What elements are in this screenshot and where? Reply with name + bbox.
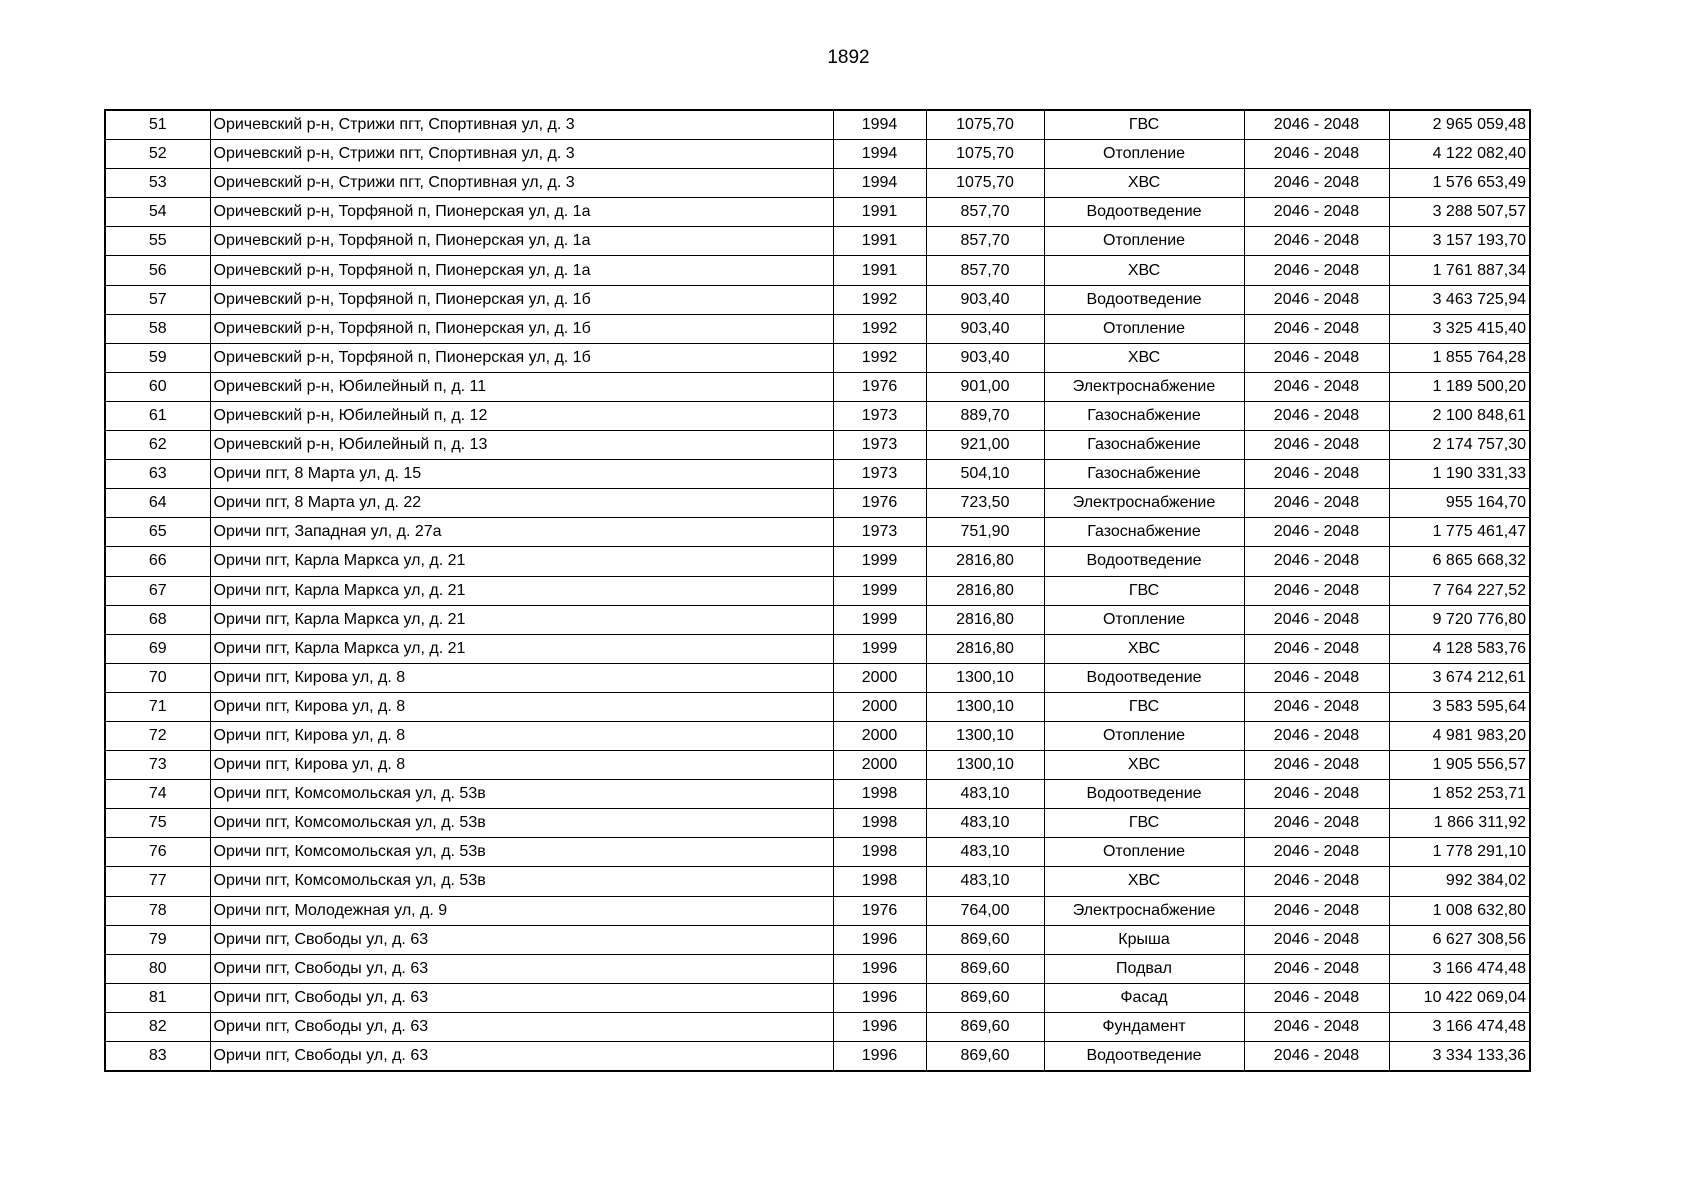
period-cell: 2046 - 2048 (1244, 256, 1389, 285)
build-year-cell: 2000 (833, 721, 926, 750)
cost-cell: 6 627 308,56 (1389, 925, 1530, 954)
cost-cell: 1 189 500,20 (1389, 372, 1530, 401)
work-type-cell: Отопление (1044, 838, 1244, 867)
build-year-cell: 1976 (833, 372, 926, 401)
work-type-cell: Подвал (1044, 954, 1244, 983)
work-type-cell: ХВС (1044, 867, 1244, 896)
table-row (105, 285, 1530, 314)
address-cell: Оричи пгт, Карла Маркса ул, д. 21 (210, 547, 833, 576)
area-cell: 903,40 (926, 314, 1044, 343)
cost-cell: 10 422 069,04 (1389, 983, 1530, 1012)
cost-cell: 3 583 595,64 (1389, 692, 1530, 721)
area-cell: 2816,80 (926, 547, 1044, 576)
address-cell: Оричи пгт, Комсомольская ул, д. 53в (210, 838, 833, 867)
row-number: 72 (105, 721, 210, 750)
address-cell: Оричевский р-н, Торфяной п, Пионерская ул, д. 1б (210, 285, 833, 314)
address-cell: Оричи пгт, Свободы ул, д. 63 (210, 1012, 833, 1041)
build-year-cell: 1992 (833, 285, 926, 314)
period-cell: 2046 - 2048 (1244, 634, 1389, 663)
table-row (105, 954, 1530, 983)
period-cell: 2046 - 2048 (1244, 110, 1389, 140)
cost-cell: 1 775 461,47 (1389, 518, 1530, 547)
build-year-cell: 1976 (833, 489, 926, 518)
row-number: 73 (105, 751, 210, 780)
period-cell: 2046 - 2048 (1244, 1012, 1389, 1041)
table-row (105, 634, 1530, 663)
address-cell: Оричевский р-н, Стрижи пгт, Спортивная ул, д. 3 (210, 169, 833, 198)
table-row (105, 547, 1530, 576)
row-number: 66 (105, 547, 210, 576)
row-number: 57 (105, 285, 210, 314)
build-year-cell: 1973 (833, 518, 926, 547)
area-cell: 869,60 (926, 925, 1044, 954)
period-cell: 2046 - 2048 (1244, 838, 1389, 867)
work-type-cell: Электроснабжение (1044, 372, 1244, 401)
work-type-cell: Водоотведение (1044, 547, 1244, 576)
table-row (105, 489, 1530, 518)
row-number: 70 (105, 663, 210, 692)
work-type-cell: Отопление (1044, 721, 1244, 750)
row-number: 56 (105, 256, 210, 285)
address-cell: Оричи пгт, Карла Маркса ул, д. 21 (210, 576, 833, 605)
row-number: 83 (105, 1042, 210, 1072)
period-cell: 2046 - 2048 (1244, 227, 1389, 256)
area-cell: 857,70 (926, 198, 1044, 227)
build-year-cell: 1996 (833, 954, 926, 983)
table-row (105, 692, 1530, 721)
row-number: 63 (105, 460, 210, 489)
period-cell: 2046 - 2048 (1244, 401, 1389, 430)
address-cell: Оричи пгт, Свободы ул, д. 63 (210, 954, 833, 983)
build-year-cell: 1991 (833, 198, 926, 227)
table-body (105, 110, 1530, 1071)
work-type-cell: Крыша (1044, 925, 1244, 954)
row-number: 69 (105, 634, 210, 663)
work-type-cell: Водоотведение (1044, 1042, 1244, 1072)
period-cell: 2046 - 2048 (1244, 547, 1389, 576)
area-cell: 889,70 (926, 401, 1044, 430)
work-type-cell: Водоотведение (1044, 663, 1244, 692)
table-row (105, 169, 1530, 198)
area-cell: 1075,70 (926, 110, 1044, 140)
period-cell: 2046 - 2048 (1244, 140, 1389, 169)
area-cell: 903,40 (926, 285, 1044, 314)
area-cell: 1075,70 (926, 140, 1044, 169)
build-year-cell: 1998 (833, 867, 926, 896)
address-cell: Оричи пгт, Кирова ул, д. 8 (210, 721, 833, 750)
table-row (105, 780, 1530, 809)
table-row (105, 518, 1530, 547)
address-cell: Оричевский р-н, Юбилейный п, д. 12 (210, 401, 833, 430)
build-year-cell: 1992 (833, 343, 926, 372)
table-row (105, 140, 1530, 169)
cost-cell: 1 190 331,33 (1389, 460, 1530, 489)
cost-cell: 3 157 193,70 (1389, 227, 1530, 256)
period-cell: 2046 - 2048 (1244, 314, 1389, 343)
table-row (105, 721, 1530, 750)
build-year-cell: 1999 (833, 634, 926, 663)
table-row (105, 925, 1530, 954)
work-type-cell: Газоснабжение (1044, 401, 1244, 430)
work-type-cell: Газоснабжение (1044, 518, 1244, 547)
build-year-cell: 2000 (833, 663, 926, 692)
row-number: 78 (105, 896, 210, 925)
area-cell: 2816,80 (926, 634, 1044, 663)
area-cell: 483,10 (926, 809, 1044, 838)
period-cell: 2046 - 2048 (1244, 1042, 1389, 1072)
area-cell: 921,00 (926, 431, 1044, 460)
page-number: 1892 (827, 47, 870, 68)
address-cell: Оричи пгт, Карла Маркса ул, д. 21 (210, 605, 833, 634)
build-year-cell: 2000 (833, 692, 926, 721)
period-cell: 2046 - 2048 (1244, 751, 1389, 780)
period-cell: 2046 - 2048 (1244, 343, 1389, 372)
address-cell: Оричевский р-н, Торфяной п, Пионерская ул, д. 1б (210, 314, 833, 343)
area-cell: 857,70 (926, 256, 1044, 285)
row-number: 67 (105, 576, 210, 605)
address-cell: Оричевский р-н, Стрижи пгт, Спортивная ул, д. 3 (210, 140, 833, 169)
table-row (105, 227, 1530, 256)
row-number: 80 (105, 954, 210, 983)
row-number: 79 (105, 925, 210, 954)
work-type-cell: Отопление (1044, 605, 1244, 634)
work-type-cell: ХВС (1044, 169, 1244, 198)
cost-cell: 6 865 668,32 (1389, 547, 1530, 576)
cost-cell: 3 166 474,48 (1389, 1012, 1530, 1041)
table-row (105, 431, 1530, 460)
cost-cell: 1 008 632,80 (1389, 896, 1530, 925)
build-year-cell: 1994 (833, 169, 926, 198)
row-number: 62 (105, 431, 210, 460)
row-number: 81 (105, 983, 210, 1012)
address-cell: Оричи пгт, Комсомольская ул, д. 53в (210, 809, 833, 838)
cost-cell: 4 128 583,76 (1389, 634, 1530, 663)
area-cell: 869,60 (926, 954, 1044, 983)
area-cell: 1075,70 (926, 169, 1044, 198)
area-cell: 869,60 (926, 1042, 1044, 1072)
address-cell: Оричи пгт, Свободы ул, д. 63 (210, 925, 833, 954)
work-type-cell: Водоотведение (1044, 285, 1244, 314)
area-cell: 1300,10 (926, 721, 1044, 750)
cost-cell: 1 905 556,57 (1389, 751, 1530, 780)
period-cell: 2046 - 2048 (1244, 983, 1389, 1012)
row-number: 82 (105, 1012, 210, 1041)
period-cell: 2046 - 2048 (1244, 285, 1389, 314)
cost-cell: 3 325 415,40 (1389, 314, 1530, 343)
period-cell: 2046 - 2048 (1244, 605, 1389, 634)
address-cell: Оричи пгт, Свободы ул, д. 63 (210, 983, 833, 1012)
row-number: 64 (105, 489, 210, 518)
cost-cell: 2 965 059,48 (1389, 110, 1530, 140)
cost-cell: 992 384,02 (1389, 867, 1530, 896)
work-type-cell: ХВС (1044, 343, 1244, 372)
cost-cell: 1 866 311,92 (1389, 809, 1530, 838)
area-cell: 1300,10 (926, 692, 1044, 721)
cost-cell: 1 852 253,71 (1389, 780, 1530, 809)
work-type-cell: Электроснабжение (1044, 896, 1244, 925)
housing-registry-table (104, 109, 1531, 1072)
cost-cell: 4 122 082,40 (1389, 140, 1530, 169)
work-type-cell: Отопление (1044, 140, 1244, 169)
area-cell: 1300,10 (926, 751, 1044, 780)
period-cell: 2046 - 2048 (1244, 809, 1389, 838)
row-number: 54 (105, 198, 210, 227)
build-year-cell: 1999 (833, 605, 926, 634)
table-row (105, 576, 1530, 605)
period-cell: 2046 - 2048 (1244, 954, 1389, 983)
cost-cell: 7 764 227,52 (1389, 576, 1530, 605)
table-row (105, 867, 1530, 896)
cost-cell: 3 166 474,48 (1389, 954, 1530, 983)
row-number: 52 (105, 140, 210, 169)
area-cell: 751,90 (926, 518, 1044, 547)
cost-cell: 3 674 212,61 (1389, 663, 1530, 692)
work-type-cell: Отопление (1044, 314, 1244, 343)
address-cell: Оричи пгт, Кирова ул, д. 8 (210, 663, 833, 692)
area-cell: 483,10 (926, 867, 1044, 896)
build-year-cell: 1998 (833, 809, 926, 838)
table-row (105, 809, 1530, 838)
cost-cell: 2 174 757,30 (1389, 431, 1530, 460)
area-cell: 901,00 (926, 372, 1044, 401)
address-cell: Оричевский р-н, Торфяной п, Пионерская ул, д. 1а (210, 198, 833, 227)
area-cell: 857,70 (926, 227, 1044, 256)
table-row (105, 983, 1530, 1012)
address-cell: Оричевский р-н, Торфяной п, Пионерская ул, д. 1а (210, 256, 833, 285)
row-number: 61 (105, 401, 210, 430)
cost-cell: 3 288 507,57 (1389, 198, 1530, 227)
row-number: 60 (105, 372, 210, 401)
build-year-cell: 1996 (833, 925, 926, 954)
build-year-cell: 1994 (833, 140, 926, 169)
table-row (105, 838, 1530, 867)
address-cell: Оричевский р-н, Юбилейный п, д. 13 (210, 431, 833, 460)
work-type-cell: ГВС (1044, 692, 1244, 721)
build-year-cell: 1973 (833, 460, 926, 489)
period-cell: 2046 - 2048 (1244, 780, 1389, 809)
work-type-cell: ГВС (1044, 809, 1244, 838)
work-type-cell: ХВС (1044, 751, 1244, 780)
cost-cell: 1 761 887,34 (1389, 256, 1530, 285)
table-row (105, 314, 1530, 343)
build-year-cell: 1999 (833, 547, 926, 576)
address-cell: Оричи пгт, Комсомольская ул, д. 53в (210, 780, 833, 809)
area-cell: 869,60 (926, 1012, 1044, 1041)
row-number: 68 (105, 605, 210, 634)
address-cell: Оричи пгт, Кирова ул, д. 8 (210, 692, 833, 721)
work-type-cell: Газоснабжение (1044, 460, 1244, 489)
row-number: 51 (105, 110, 210, 140)
build-year-cell: 1992 (833, 314, 926, 343)
cost-cell: 4 981 983,20 (1389, 721, 1530, 750)
period-cell: 2046 - 2048 (1244, 431, 1389, 460)
build-year-cell: 1996 (833, 983, 926, 1012)
row-number: 65 (105, 518, 210, 547)
cost-cell: 3 463 725,94 (1389, 285, 1530, 314)
row-number: 58 (105, 314, 210, 343)
row-number: 53 (105, 169, 210, 198)
address-cell: Оричи пгт, Свободы ул, д. 63 (210, 1042, 833, 1072)
work-type-cell: Электроснабжение (1044, 489, 1244, 518)
build-year-cell: 1973 (833, 431, 926, 460)
work-type-cell: ГВС (1044, 576, 1244, 605)
period-cell: 2046 - 2048 (1244, 925, 1389, 954)
address-cell: Оричи пгт, Молодежная ул, д. 9 (210, 896, 833, 925)
address-cell: Оричи пгт, Западная ул, д. 27а (210, 518, 833, 547)
cost-cell: 3 334 133,36 (1389, 1042, 1530, 1072)
period-cell: 2046 - 2048 (1244, 518, 1389, 547)
area-cell: 764,00 (926, 896, 1044, 925)
row-number: 55 (105, 227, 210, 256)
row-number: 76 (105, 838, 210, 867)
area-cell: 903,40 (926, 343, 1044, 372)
work-type-cell: Фасад (1044, 983, 1244, 1012)
build-year-cell: 1994 (833, 110, 926, 140)
cost-cell: 955 164,70 (1389, 489, 1530, 518)
period-cell: 2046 - 2048 (1244, 721, 1389, 750)
work-type-cell: Газоснабжение (1044, 431, 1244, 460)
cost-cell: 1 576 653,49 (1389, 169, 1530, 198)
build-year-cell: 2000 (833, 751, 926, 780)
work-type-cell: ХВС (1044, 256, 1244, 285)
build-year-cell: 1991 (833, 227, 926, 256)
table-row (105, 198, 1530, 227)
period-cell: 2046 - 2048 (1244, 896, 1389, 925)
build-year-cell: 1998 (833, 838, 926, 867)
cost-cell: 2 100 848,61 (1389, 401, 1530, 430)
table-row (105, 401, 1530, 430)
table-row (105, 663, 1530, 692)
area-cell: 483,10 (926, 780, 1044, 809)
work-type-cell: Отопление (1044, 227, 1244, 256)
period-cell: 2046 - 2048 (1244, 460, 1389, 489)
table-row (105, 256, 1530, 285)
table-row (105, 110, 1530, 140)
cost-cell: 1 778 291,10 (1389, 838, 1530, 867)
table-row (105, 896, 1530, 925)
address-cell: Оричи пгт, Комсомольская ул, д. 53в (210, 867, 833, 896)
work-type-cell: Водоотведение (1044, 780, 1244, 809)
period-cell: 2046 - 2048 (1244, 198, 1389, 227)
work-type-cell: ХВС (1044, 634, 1244, 663)
period-cell: 2046 - 2048 (1244, 692, 1389, 721)
build-year-cell: 1976 (833, 896, 926, 925)
period-cell: 2046 - 2048 (1244, 663, 1389, 692)
address-cell: Оричевский р-н, Юбилейный п, д. 11 (210, 372, 833, 401)
area-cell: 869,60 (926, 983, 1044, 1012)
address-cell: Оричевский р-н, Торфяной п, Пионерская ул, д. 1а (210, 227, 833, 256)
build-year-cell: 1999 (833, 576, 926, 605)
work-type-cell: Водоотведение (1044, 198, 1244, 227)
cost-cell: 9 720 776,80 (1389, 605, 1530, 634)
period-cell: 2046 - 2048 (1244, 169, 1389, 198)
address-cell: Оричи пгт, 8 Марта ул, д. 15 (210, 460, 833, 489)
address-cell: Оричи пгт, 8 Марта ул, д. 22 (210, 489, 833, 518)
address-cell: Оричи пгт, Карла Маркса ул, д. 21 (210, 634, 833, 663)
address-cell: Оричевский р-н, Торфяной п, Пионерская ул, д. 1б (210, 343, 833, 372)
area-cell: 2816,80 (926, 576, 1044, 605)
table-row (105, 372, 1530, 401)
table-row (105, 1012, 1530, 1041)
build-year-cell: 1996 (833, 1012, 926, 1041)
period-cell: 2046 - 2048 (1244, 867, 1389, 896)
area-cell: 723,50 (926, 489, 1044, 518)
address-cell: Оричевский р-н, Стрижи пгт, Спортивная ул, д. 3 (210, 110, 833, 140)
address-cell: Оричи пгт, Кирова ул, д. 8 (210, 751, 833, 780)
build-year-cell: 1998 (833, 780, 926, 809)
period-cell: 2046 - 2048 (1244, 372, 1389, 401)
table-row (105, 751, 1530, 780)
area-cell: 1300,10 (926, 663, 1044, 692)
table-row (105, 1042, 1530, 1072)
cost-cell: 1 855 764,28 (1389, 343, 1530, 372)
table-row (105, 605, 1530, 634)
period-cell: 2046 - 2048 (1244, 489, 1389, 518)
table-row (105, 343, 1530, 372)
table-row (105, 460, 1530, 489)
area-cell: 483,10 (926, 838, 1044, 867)
build-year-cell: 1996 (833, 1042, 926, 1072)
row-number: 71 (105, 692, 210, 721)
build-year-cell: 1973 (833, 401, 926, 430)
build-year-cell: 1991 (833, 256, 926, 285)
area-cell: 2816,80 (926, 605, 1044, 634)
row-number: 59 (105, 343, 210, 372)
row-number: 75 (105, 809, 210, 838)
area-cell: 504,10 (926, 460, 1044, 489)
row-number: 74 (105, 780, 210, 809)
work-type-cell: Фундамент (1044, 1012, 1244, 1041)
work-type-cell: ГВС (1044, 110, 1244, 140)
period-cell: 2046 - 2048 (1244, 576, 1389, 605)
row-number: 77 (105, 867, 210, 896)
